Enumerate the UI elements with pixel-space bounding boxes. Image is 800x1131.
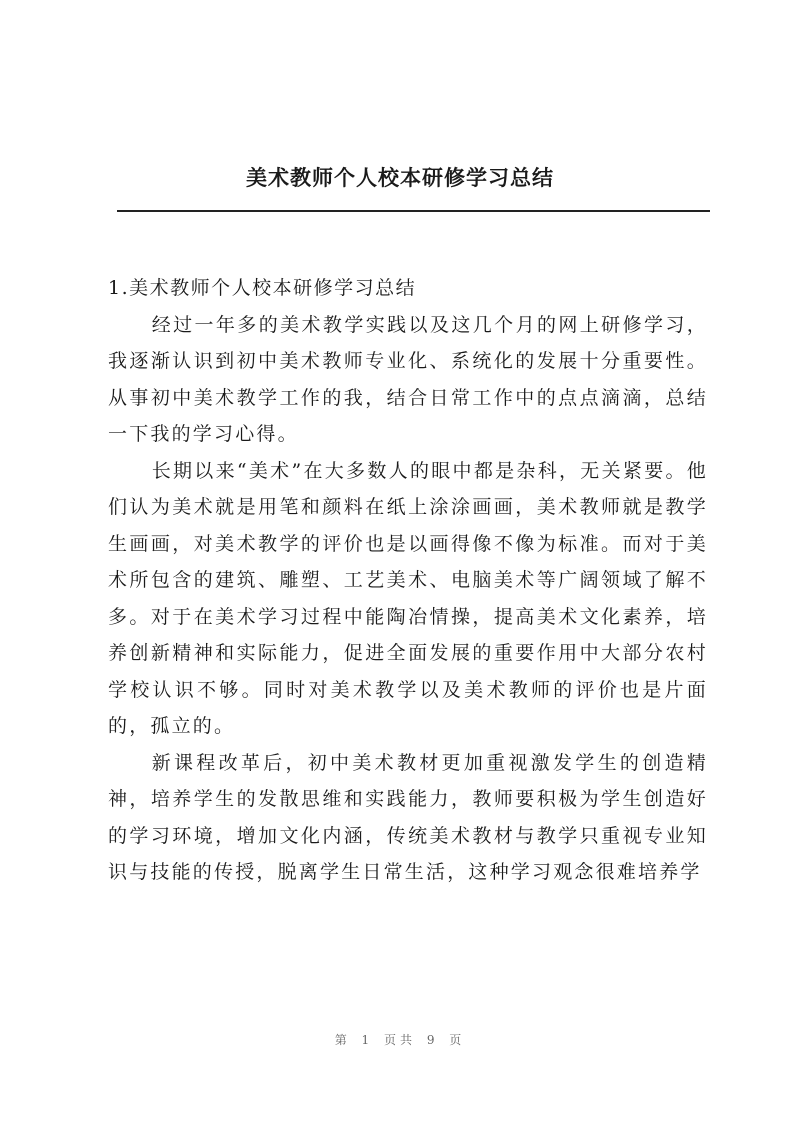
document-title: 美术教师个人校本研修学习总结 xyxy=(246,165,554,190)
page-number-footer: 第 1 页共 9 页 xyxy=(334,1033,466,1047)
title-divider xyxy=(117,210,710,212)
paragraph-1: 经过一年多的美术教学实践以及这几个月的网上研修学习，我逐渐认识到初中美术教师专业化、系统化的发展十分重要性。从事初中美术教学工作的我，结合日常工作中的点点滴滴，总结一下我的学习心得。 xyxy=(108,313,708,445)
document-body xyxy=(108,270,708,891)
paragraph-3: 新课程改革后，初中美术教材更加重视激发学生的创造精神，培养学生的发散思维和实践能力，教师要积极为学生创造好的学习环境，增加文化内涵，传统美术教材与教学只重视专业知识与技能的传授，脱离学生日常生活，这种学习观念很难培养学 xyxy=(108,751,708,883)
paragraph-2: 长期以来“美术”在大多数人的眼中都是杂科，无关紧要。他们认为美术就是用笔和颜料在纸上涂涂画画，美术教师就是教学生画画，对美术教学的评价也是以画得像不像为标准。而对于美术所包含的建筑、雕塑、工艺美术、电脑美术等广阔领域了解不多。对于在美术学习过程中能陶冶情操，提高美术文化素养，培养创新精神和实际能力，促进全面发展的重要作用中大部分农村学校认识不够。同时对美术教学以及美术教师的评价也是片面的，孤立的。 xyxy=(108,459,708,737)
section-heading: 1.美术教师个人校本研修学习总结 xyxy=(108,277,417,299)
